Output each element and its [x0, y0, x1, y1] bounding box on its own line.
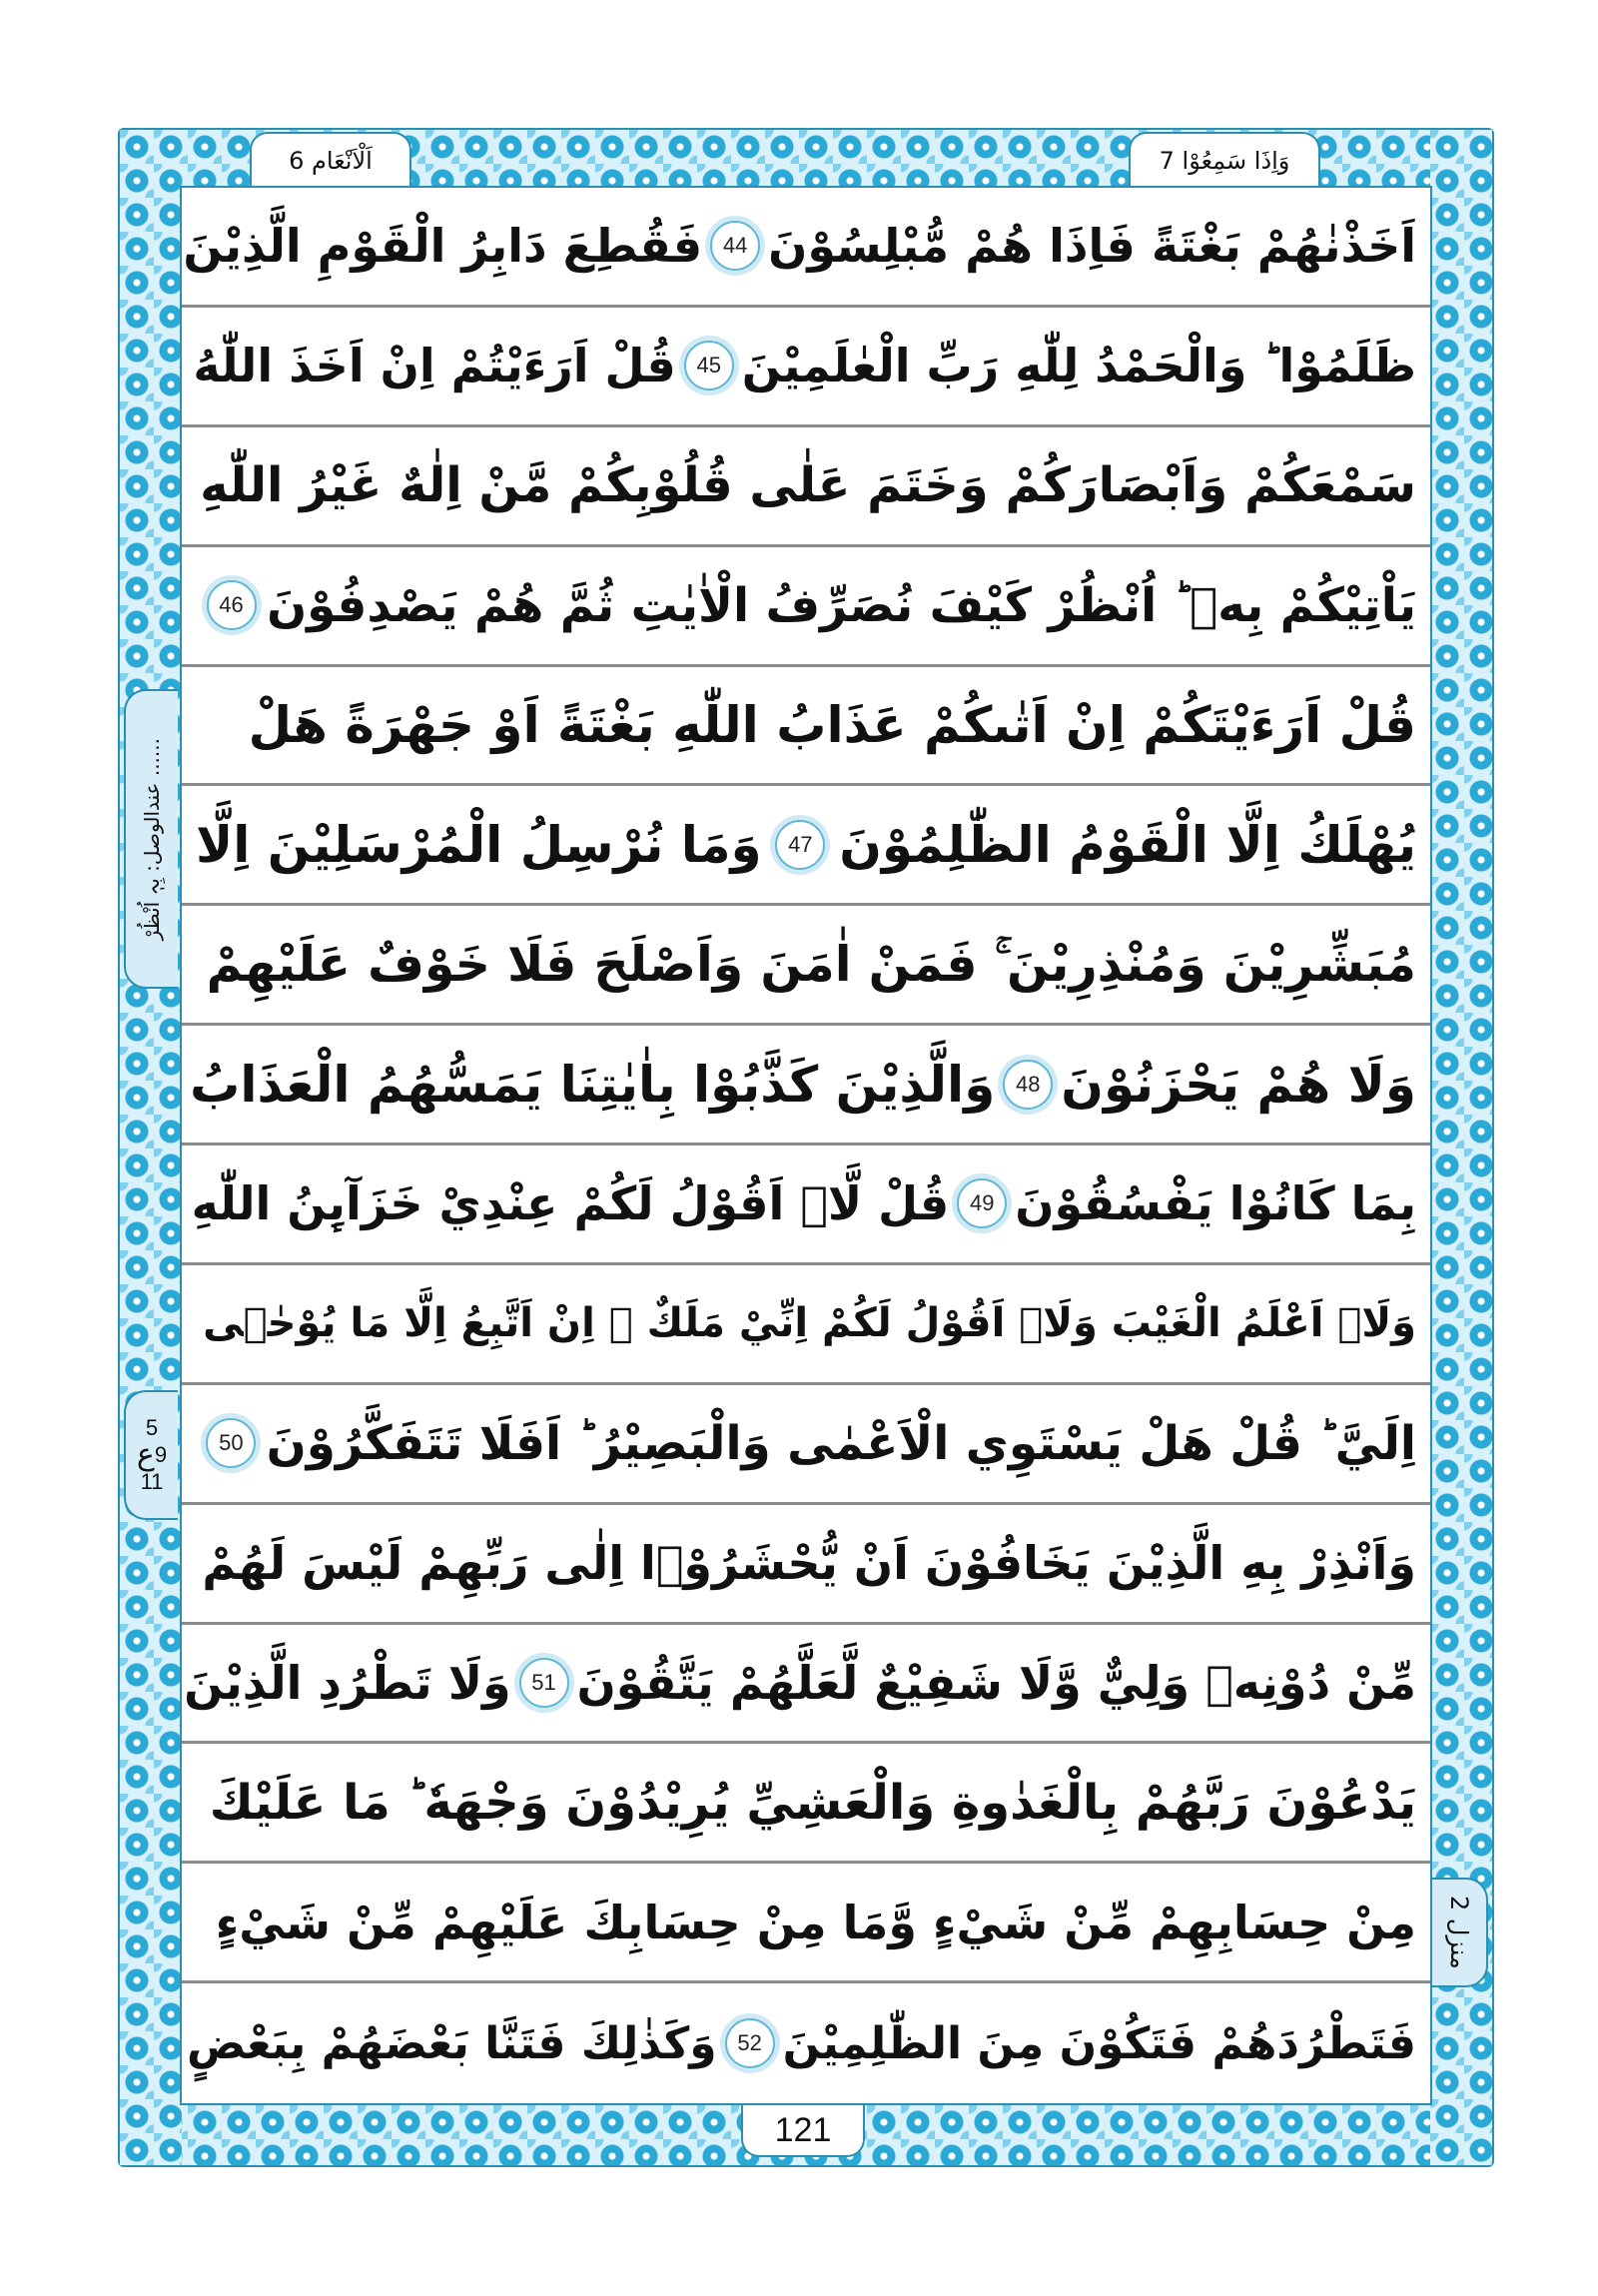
text-line	[182, 427, 1430, 547]
verse-text-segment: فَتَطْرُدَهُمْ فَتَكُوْنَ مِنَ الظّٰلِمِيْنَ	[782, 2017, 1416, 2069]
text-line	[182, 308, 1430, 427]
ayah-number-marker: 45	[684, 341, 734, 390]
text-line	[182, 1505, 1430, 1625]
verse-text-segment: قُلْ اَرَءَيْتَكُمْ اِنْ اَتٰىكُمْ عَذَابُ اللّٰهِ بَغْتَةً اَوْ جَهْرَةً هَلْ	[248, 695, 1416, 754]
verse-text-segment: وَلَاۤ اَعْلَمُ الْغَيْبَ وَلَاۤ اَقُوْلُ لَكُمْ اِنِّيْ مَلَكٌ ۚ اِنْ اَتَّبِعُ اِلَّا مَا يُوْحٰۤى	[203, 1300, 1416, 1347]
text-line	[182, 1026, 1430, 1146]
text-line	[182, 1385, 1430, 1505]
ornamental-border-right	[1430, 130, 1492, 2165]
text-line	[182, 906, 1430, 1026]
waqf-note-text: عندالوصل: بِہٖ اُنْظُرْ ......	[140, 737, 164, 941]
text-line	[182, 1983, 1430, 2103]
verse-text-segment: اِلَيَّ ؕ قُلْ هَلْ يَسْتَوِي الْاَعْمٰى وَالْبَصِيْرُ ؕ اَفَلَا تَتَفَكَّرُوْنَ	[266, 1415, 1416, 1471]
ayah-number-marker: 48	[1003, 1060, 1053, 1110]
ayah-number-marker: 46	[207, 580, 257, 630]
text-line	[182, 1864, 1430, 1983]
text-line	[182, 188, 1430, 308]
page-number: 121	[774, 2110, 832, 2149]
para-name-header	[1129, 132, 1320, 188]
page-number-footer	[741, 2105, 865, 2157]
surah-name-header	[250, 132, 411, 188]
ruku-ain-symbol: ع	[136, 1437, 155, 1472]
text-line	[182, 667, 1430, 787]
verse-text-segment: مِنْ حِسَابِهِمْ مِّنْ شَيْءٍ وَّمَا مِنْ حِسَابِكَ عَلَيْهِمْ مِّنْ شَيْءٍ	[215, 1895, 1416, 1949]
ruku-number-middle: 9	[154, 1442, 168, 1467]
verse-text-segment: قُلْ اَرَءَيْتُمْ اِنْ اَخَذَ اللّٰهُ	[193, 339, 676, 393]
ruku-number-bottom: 11	[140, 1469, 164, 1494]
quran-text-area	[180, 186, 1432, 2105]
manzil-label: منزل 2	[1445, 1896, 1473, 1969]
para-name-label: وَاِذَا سَمِعُوْا 7	[1159, 147, 1290, 175]
verse-text-segment: وَكَذٰلِكَ فَتَنَّا بَعْضَهُمْ بِبَعْضٍ	[186, 2017, 717, 2069]
verse-text-segment: ظَلَمُوْا ؕ وَالْحَمْدُ لِلّٰهِ رَبِّ الْعٰلَمِيْنَ	[741, 339, 1416, 393]
verse-text-segment: وَاَنْذِرْ بِهِ الَّذِيْنَ يَخَافُوْنَ اَنْ يُّحْشَرُوْۤا اِلٰى رَبِّهِمْ لَيْسَ لَهُمْ	[202, 1536, 1416, 1591]
verse-text-segment: يُهْلَكُ اِلَّا الْقَوْمُ الظّٰلِمُوْنَ	[839, 815, 1416, 874]
text-line	[182, 1146, 1430, 1265]
verse-text-segment: بِمَا كَانُوْا يَفْسُقُوْنَ	[1015, 1176, 1416, 1231]
text-line	[182, 547, 1430, 667]
verse-text-segment: وَالَّذِيْنَ كَذَّبُوْا بِاٰيٰتِنَا يَمَسُّهُمُ الْعَذَابُ	[190, 1055, 996, 1114]
ayah-number-marker: 49	[957, 1178, 1007, 1228]
ayah-number-marker: 51	[519, 1658, 569, 1708]
verse-text-segment: اَخَذْنٰهُمْ بَغْتَةً فَاِذَا هُمْ مُّبْلِسُوْنَ	[768, 219, 1416, 274]
ayah-number-marker: 44	[710, 221, 760, 271]
ayah-number-marker: 52	[725, 2018, 775, 2068]
waqf-margin-note	[124, 689, 178, 989]
verse-text-segment: قُلْ لَّاۤ اَقُوْلُ لَكُمْ عِنْدِيْ خَزَآىِٕنُ اللّٰهِ	[191, 1176, 950, 1231]
verse-text-segment: مُبَشِّرِيْنَ وَمُنْذِرِيْنَ ۚ فَمَنْ اٰمَنَ وَاَصْلَحَ فَلَا خَوْفٌ عَلَيْهِمْ	[206, 935, 1416, 993]
text-line	[182, 1265, 1430, 1385]
manzil-marker	[1432, 1878, 1488, 1987]
ayah-number-marker: 47	[775, 820, 825, 870]
verse-text-segment: وَلَا هُمْ يَحْزَنُوْنَ	[1061, 1055, 1416, 1114]
verse-text-segment: وَلَا تَطْرُدِ الَّذِيْنَ	[184, 1655, 511, 1710]
text-line	[182, 786, 1430, 906]
text-line	[182, 1744, 1430, 1864]
text-line	[182, 1625, 1430, 1745]
ruku-number-top: 5	[145, 1415, 159, 1440]
surah-name-label: اَلْاَنْعَام 6	[289, 147, 373, 175]
ruku-marker	[124, 1390, 178, 1520]
verse-text-segment: وَمَا نُرْسِلُ الْمُرْسَلِيْنَ اِلَّا	[196, 815, 762, 874]
ayah-number-marker: 50	[206, 1418, 256, 1468]
verse-text-segment: فَقُطِعَ دَابِرُ الْقَوْمِ الَّذِيْنَ	[183, 219, 703, 274]
ornamental-border-left	[120, 130, 182, 2165]
verse-text-segment: يَدْعُوْنَ رَبَّهُمْ بِالْغَدٰوةِ وَالْعَشِيِّ يُرِيْدُوْنَ وَجْهَهٗ ؕ مَا عَلَيْكَ	[209, 1774, 1416, 1831]
verse-text-segment: سَمْعَكُمْ وَاَبْصَارَكُمْ وَخَتَمَ عَلٰى قُلُوْبِكُمْ مَّنْ اِلٰهٌ غَيْرُ اللّٰهِ	[200, 457, 1416, 514]
verse-text-segment: يَاْتِيْكُمْ بِهٖ ؕ اُنْظُرْ كَيْفَ نُصَرِّفُ الْاٰيٰتِ ثُمَّ هُمْ يَصْدِفُوْنَ	[267, 577, 1416, 633]
verse-text-segment: مِّنْ دُوْنِهٖ وَلِيٌّ وَّلَا شَفِيْعٌ لَّعَلَّهُمْ يَتَّقُوْنَ	[576, 1655, 1416, 1710]
